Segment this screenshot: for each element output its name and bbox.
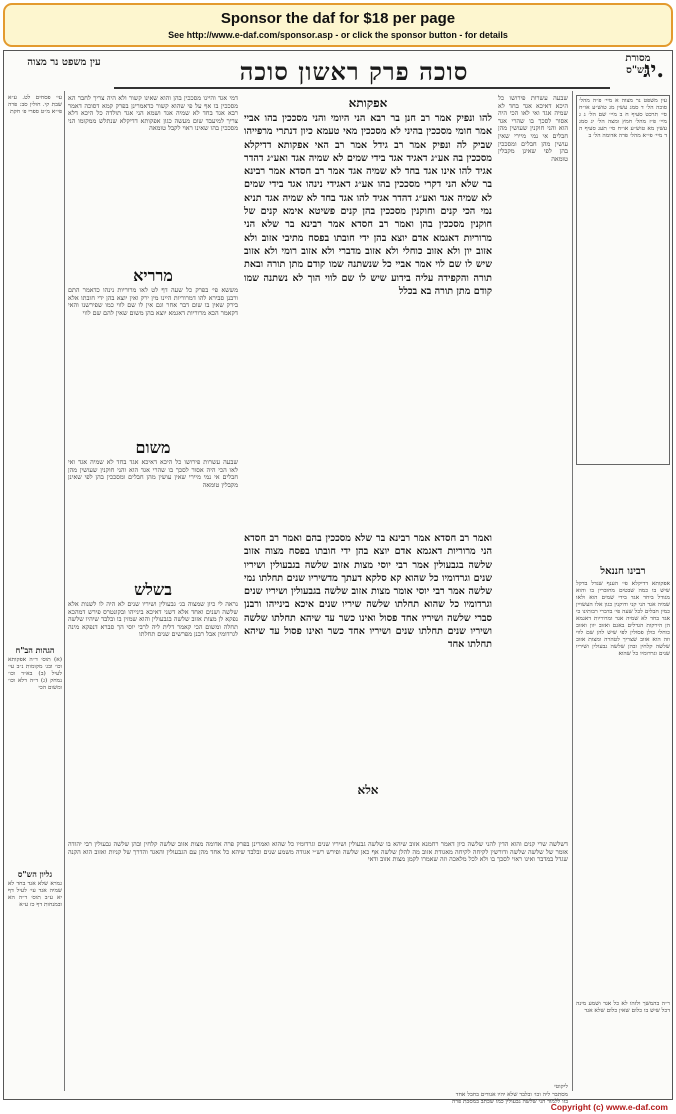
gemara-opening-word: אפקותא — [348, 96, 388, 110]
gemara-text: להו ונפיק אמר רב חנן בר רבא הני היומי והני מסככין בהו אביי אמר חומי מסככין בהיני לא מסככין מאי טעמא כיון דנתרי מרפייהו שביק לה ונפיק אמר רב גידל אמר רב האי אפקותא דדיקלא מסככין בה אע״ג דאגיד אגד בידי שמים לא שמיה אגד ואע״ג דהדר אגיד להו אינו אגד בחד לא שמיה אגד אמר רב חסדא אמר רבינא בר שלא הני דקרי מסככין בהו אע״ג דאגידי נינהו אגד בידי שמים לא שמיה אגד ואע״ג דהדר אגיד להו אגד בחד לא שמיה אגד תניא נמי הכי קנים וחוקנין מסככין בהן קנים פשיטא אימא קנים של חוקנין מסככין בהן ואמר רב חסדא אמר רבינא בר שלא הני מרוריות דאגמא אדם יוצא בהן ידי חובתו בפסח מתיבי אזוב ולא אזוב יון ולא אזוב כוחלי ולא אזוב מדברי ולא אזוב רומי ולא אזוב שיש לו שם לוי אמר אביי כל שנשתנה שמו קודם מתן תורה ובאת תורה והקפידה עליה בידוע שיש לו שם לווי הוך לא נשתנה שמו קודם מתן תורה בא בכלל — [244, 113, 492, 297]
commentary-heading-1: מרריא — [133, 266, 173, 285]
left-margin-divider — [64, 91, 65, 1091]
hagahot-text: (א) תוס׳ ד״ה אפקותא וכו׳ ובג׳ מקומות נ״ב עי׳ לעיל (ב) בא״ד וכו׳ נמחק (ג) ד״ה דלא וכו׳ ומשום הכי — [8, 657, 62, 691]
rabbeinu-chananel-text: אפקותא דדיקלא פי׳ הענף שגדל בדקל שיש בו כמה שבטים מחוברין בו והוא מגודל ביחד אגד בידי שמים הוא ולאו שמיה אגד הני קני ודוקנין כגון אלו העשויין כמין חבלים לכל שעה פי׳ בדברי רבותינו כי אגד בחד לא שמיה אגד ומרוריות דאגמא הן הירקות הגדלים באגם ואזוב יוון ואזוב כוחלי כולן פסולין לפי שיש להן שם לווי וזה הוא אזוב שצריך לטהרה ומצות אזוב שלשה קלחין ובהן שלשה גבעולין ושיריו שנים וגרדומיו כל שהוא — [576, 581, 670, 657]
left-margin-column — [8, 95, 62, 1055]
right-margin-footnote: ר״ה בהמשך ולזהו לא כל אגד ושמע מינה דכל שיש בו כלום שאין כלום שלא אגד — [576, 1001, 670, 1014]
sponsor-headline: Sponsor the daf for $18 per page — [220, 10, 456, 27]
ein-mishpat-label: עין משפט נר מצוה — [27, 57, 101, 68]
copyright-notice: Copyright (c) www.e-daf.com — [550, 1102, 668, 1112]
hagahot-label: הגהות הב"ח — [15, 645, 55, 655]
right-margin-divider — [572, 91, 573, 1091]
inner-commentary-column — [68, 95, 238, 875]
commentary-block-a: דמי אגד והיינו מסככין בהן והוא שאינו קשור ולא היה צריך לחבר הא מסככין בו אף על פי שהוא קשור כדאמרינן בפרק קמא דסוכה דאמר רבא אגד בחד לא שמיה אגד ושמא הני אגד תולדה כל היכא דלא צריך למיעבד שום מעשה כגון אפקותא דדיקלא שנתלש ממקומו הני מסככין בהו שאינו ראוי לקבל טומאה — [68, 94, 238, 133]
gilyon-text: גמרא שלא אגד בחד לא שמיה אגד עי׳ לעיל דף יא ע״ב תוס׳ ד״ה הא ובמנחות דף כז ע״א — [8, 881, 62, 908]
right-margin-column — [576, 95, 670, 1085]
gemara-text-2: ואמר רב חסדא אמר רבינא בר שלא מסככין בהם ואמר רב חסדא הני מרוריות דאגמא אדם יוצא בהן ידי חובתו בפסח מצוה אזוב שלשה בגבעולין אמר רבי יוסי מצות אזוב שלשה בגבעולין ושיריו שנים וגרדומיו כל שהוא קא סלקא דעתך מדשיריו שנים תחלתו נמי שלשה אמר רבי יוסי אומר מצות אזוב שלשה בגבעולין ושיריו שנים וגרדומיו כל שהוא תחלתו שלשה שיריו שנים איכא בינייהו ורבנן סברי שלשה ושיריו אחד פסול ואינו כשר עד שיהא תחלתו שלשה ושיריו שנים תחלתו שנים ושיריו אחד כשר ואינו פסול עד שיהא תחלתו אחד — [244, 533, 492, 651]
rashi-column — [498, 95, 568, 875]
commentary-heading-2: משום — [135, 438, 171, 457]
gilyon-label: גליון הש"ס — [17, 869, 53, 879]
daf-title: סוכה פרק ראשון סוכה — [239, 57, 469, 86]
sponsor-banner[interactable] — [3, 3, 673, 47]
bottom-commentary-text: דשלשה שרי קנים והוא הדין להני שלשה כיון דאמר רחמנא אזוב שיהא בו שלשה גבעולין ושיריו שנים וגרדומיו כל שהוא ואמרינן בפרק פרה אדומה מצות אזוב שלשה קלחין ובהן שלשה גבעולין רבי יהודה אומר של שלשה שלשה ודורשין לקיחה לקיחה מאגודת אזוב מה להלן שלשה אף כאן שלשה ופירש רש״י אגודה משמע שנים ובלבד שיהא כל אחד מהן עם הגבעולין והאגד והדרך של קניות ואזוב הוא הקנה שגדל במדבר ואינו ראוי לסכך בו ולא לכל מלאכה וזה שאמרו לקמן מצות אזוב ודאי — [68, 840, 568, 864]
commentary-block-c: שבעה עשרות פירושו כל היכא דאיכא אגד בחד לא שמיה אגד ואי לאו הכי היה אסור לסכך בו שהרי אגד הוא והני חוקנין שעושין מהן חבלים אי נמי מיירי שאין עושין מהן חבלים ומסככין בהן לפי שאינן מקבלין טומאה — [68, 458, 238, 489]
rabbeinu-chananel-label: רבינו חננאל — [600, 566, 646, 577]
footer-notes — [68, 1073, 568, 1105]
commentary-block-b: מששא פי׳ בפרק כל שעה דף לט לאו מרוריות נינהו כדאמר התם ורבנן סבירא להו דמרוריות היינו מין ירק ואין יוצא בהן ידי חובתו אלא בירק שאין בו שום דבר אחר וגם אין לו שם לווי כמו שפירשנו והאי דקאמר הכא מרוריות דאגמא יוצא בהן משום שאין להם שם לווי — [68, 286, 238, 317]
gemara-column — [244, 95, 492, 815]
footer-label: ליקוטי — [554, 1084, 568, 1090]
mesoret-label: מסורת הש"ס — [625, 53, 651, 76]
gemara-closing-word: אלא — [357, 783, 379, 797]
commentary-block-d: נראה לי כיון שמצוה בג׳ גבעולין ושיריו שנים לא היה לו לשנות אלא שלשה ושנים ואחד אלא דשני דאיכא בינייהו ובקונטרס פירש דמהכא נפקא לן מצות אזוב שלשה בגבעולין והוא שמזין בו ובלבד שיהיו שלשה תחלה ומשום הכי קאמר דלית ליה לרבי יוסי הך סברא דנפקא מינה לגרדומין אבל רבנן מפרשים שנים תחלתו — [68, 600, 238, 639]
mesoret-text: עי׳ פסחים לט. ע״א שבת קי. חולין סב: פרה פי״א מ״ט ספרי פ׳ חקת — [8, 95, 62, 115]
sponsor-subline[interactable]: See http://www.e-daf.com/sponsor.asp - or click the sponsor button - for details — [168, 30, 508, 40]
page-number: יג. — [643, 57, 664, 83]
bottom-commentary — [68, 841, 568, 1071]
footer-line: מסתבר ליה וכו׳ ובלבד שלא יהיו אגודים בחבל אחד — [455, 1092, 568, 1098]
footer-notes-text: בזו ללמוד הני שלשה גבעולין כמו שכתב במסכת פרה — [451, 1099, 568, 1105]
ein-mishpat-text: עין משפט נר מצוה א מיי׳ פ״ה מהל׳ סוכה הל׳ ד סמג עשין מג טוש״ע או״ח סי׳ תרכט סעיף ח ב מיי׳ שם הל׳ ג ג מיי׳ פ״ז מהל׳ חמץ ומצה הל׳ יג סמג עשין מא טוש״ע או״ח סי׳ תעג סעיף ה ד מיי׳ פי״א מהל׳ פרה אדומה הל׳ ב — [576, 95, 670, 465]
commentary-heading-3: בשלש — [134, 580, 172, 599]
daf-page — [3, 50, 673, 1105]
header-rule — [114, 87, 610, 89]
rashi-text: שבעה עשרות פירושו כל היכא דאיכא אגד בחד לא שמיה אגד ואי לאו הכי היה אסור לסכך בו שהרי אגד הוא והני חוקנין שעושין מהן חבלים אי נמי מיירי שאין עושין מהן חבלים ומסככין בהן לפי שאינן מקבלין טומאה — [498, 94, 568, 163]
